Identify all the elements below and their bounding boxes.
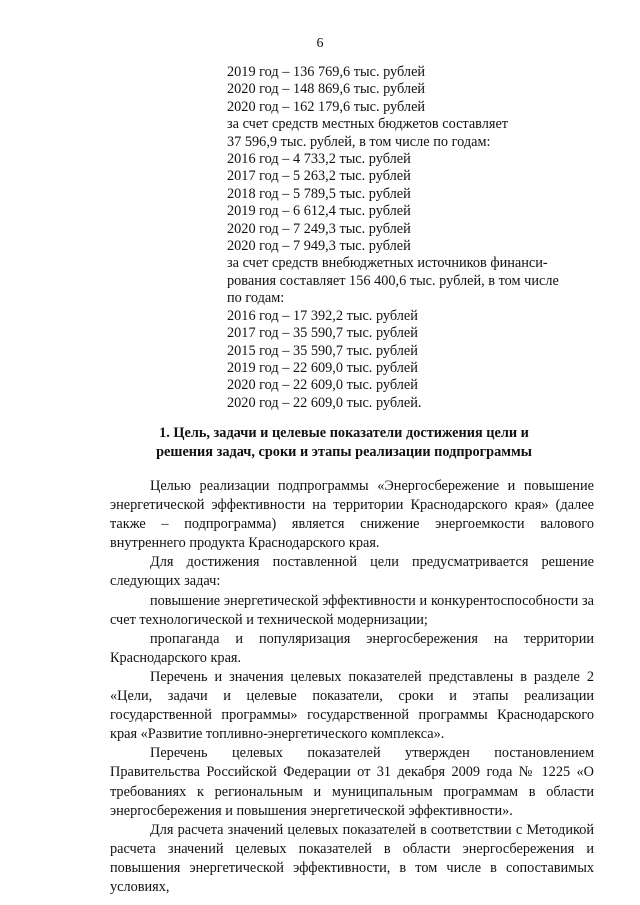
funding-line: 2019 год – 136 769,6 тыс. рублей: [227, 64, 426, 80]
paragraph: Для достижения поставленной цели предусматривается решение следующих задач:: [110, 554, 594, 590]
funding-line: 2020 год – 148 869,6 тыс. рублей: [227, 81, 426, 98]
funding-line: 2020 год – 22 609,0 тыс. рублей: [227, 377, 418, 394]
paragraph: Целью реализации подпрограммы «Энергосбережение и повышение энергетической эффективности на территории Краснодарского края» (далее также – подпрограмма) является снижение энергоемкости валового внутреннего продукта Краснодарского края.: [110, 478, 594, 552]
funding-line: 2016 год – 4 733,2 тыс. рублей: [227, 151, 411, 168]
funding-line: 37 596,9 тыс. рублей, в том числе по годам:: [227, 133, 491, 150]
paragraph: Перечень целевых показателей утвержден постановлением Правительства Российской Федерации от 31 декабря 2009 года № 1225 «О требованиях к региональным и муниципальным программам в области энергосбережения и повышения энергетической эффективности».: [110, 745, 594, 819]
funding-line: 2020 год – 7 949,3 тыс. рублей: [227, 238, 411, 255]
paragraph: пропаганда и популяризация энергосбережения на территории Краснодарского края.: [110, 630, 594, 666]
section-body: [110, 477, 594, 897]
section-heading-line: решения задач, сроки и этапы реализации подпрограммы: [156, 444, 532, 460]
section-heading: [108, 424, 580, 462]
funding-line: 2015 год – 35 590,7 тыс. рублей: [227, 342, 418, 359]
section-heading-line: 1. Цель, задачи и целевые показатели достижения цели и: [159, 425, 529, 441]
funding-line: за счет средств внебюджетных источников финанси-: [227, 255, 548, 272]
paragraph: повышение энергетической эффективности и конкурентоспособности за счет технологической и технической модернизации;: [110, 592, 594, 628]
page-number: 6: [316, 36, 324, 51]
paragraph: Перечень и значения целевых показателей представлены в разделе 2 «Цели, задачи и целевые показатели, сроки и этапы реализации государственной программы» государственной программы Краснодарского края «Развитие топливно-энергетического комплекса».: [110, 668, 594, 743]
funding-block: [227, 64, 559, 412]
funding-line: рования составляет 156 400,6 тыс. рублей, в том числе: [227, 272, 559, 289]
funding-line: за счет средств местных бюджетов составляет: [227, 116, 509, 133]
funding-line: 2018 год – 5 789,5 тыс. рублей: [227, 185, 411, 202]
funding-line: 2019 год – 22 609,0 тыс. рублей: [227, 359, 418, 376]
funding-line: 2017 год – 35 590,7 тыс. рублей: [227, 325, 418, 342]
funding-line: 2017 год – 5 263,2 тыс. рублей: [227, 168, 411, 185]
paragraph: Для расчета значений целевых показателей в соответствии с Методикой расчета значений целевых показателей в области энергосбережения и повышения энергетической эффективности, в том числе в сопоставимых условиях,: [110, 821, 594, 895]
funding-line: 2020 год – 7 249,3 тыс. рублей: [227, 220, 411, 237]
funding-line: 2020 год – 22 609,0 тыс. рублей.: [227, 394, 422, 411]
funding-line: 2016 год – 17 392,2 тыс. рублей: [227, 307, 418, 324]
funding-line: 2020 год – 162 179,6 тыс. рублей: [227, 98, 426, 115]
funding-line: 2019 год – 6 612,4 тыс. рублей: [227, 203, 411, 220]
funding-line: по годам:: [227, 290, 285, 307]
